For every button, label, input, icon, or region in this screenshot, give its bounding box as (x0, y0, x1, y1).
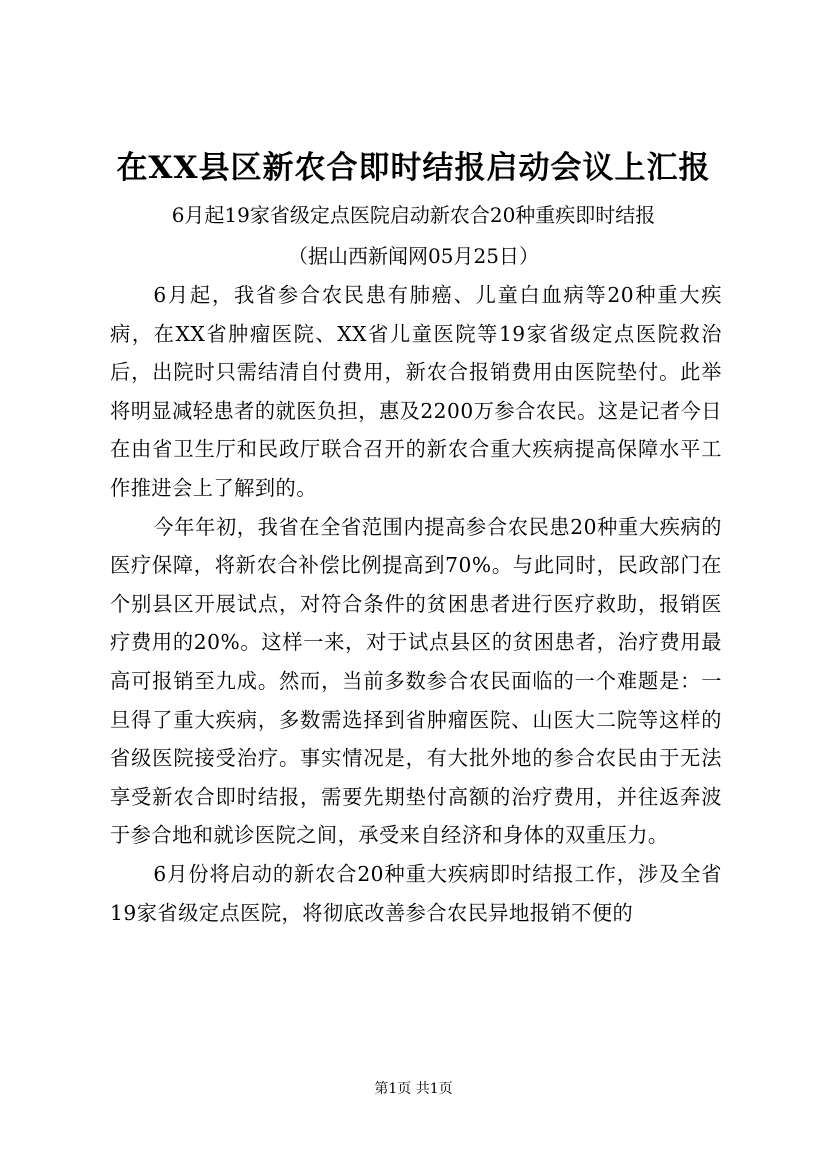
document-title: 在XX县区新农合即时结报启动会议上汇报 (116, 150, 711, 186)
paragraph-1: 6月起，我省参合农民患有肺癌、儿童白血病等20种重大疾病，在XX省肿瘤医院、XX省儿童医院等19家省级定点医院救治后，出院时只需结清自付费用，新农合报销费用由医院垫付。此举将明显减轻患者的就医负担，惠及2200万参合农民。这是记者今日在由省卫生厅和民政厅联合召开的新农合重大疾病提高保障水平工作推进会上了解到的。 (110, 283, 722, 500)
page-footer: 第1页 共1页 (374, 1081, 453, 1097)
paragraph-3: 6月份将启动的新农合20种重大疾病即时结报工作，涉及全省19家省级定点医院，将彻底改善参合农民异地报销不便的 (110, 861, 722, 925)
body-text (110, 276, 722, 932)
source-note: （据山西新闻网05月25日） (288, 244, 539, 268)
paragraph-2: 今年年初，我省在全省范围内提高参合农民患20种重大疾病的医疗保障，将新农合补偿比例提高到70%。与此同时，民政部门在个别县区开展试点，对符合条件的贫困患者进行医疗救助，报销医疗费用的20%。这样一来，对于试点县区的贫困患者，治疗费用最高可报销至九成。然而，当前多数参合农民面临的一个难题是：一旦得了重大疾病，多数需选择到省肿瘤医院、山医大二院等这样的省级医院接受治疗。事实情况是，有大批外地的参合农民由于无法享受新农合即时结报，需要先期垫付高额的治疗费用，并往返奔波于参合地和就诊医院之间，承受来自经济和身体的双重压力。 (110, 514, 722, 848)
document-subtitle: 6月起19家省级定点医院启动新农合20种重疾即时结报 (171, 203, 656, 227)
